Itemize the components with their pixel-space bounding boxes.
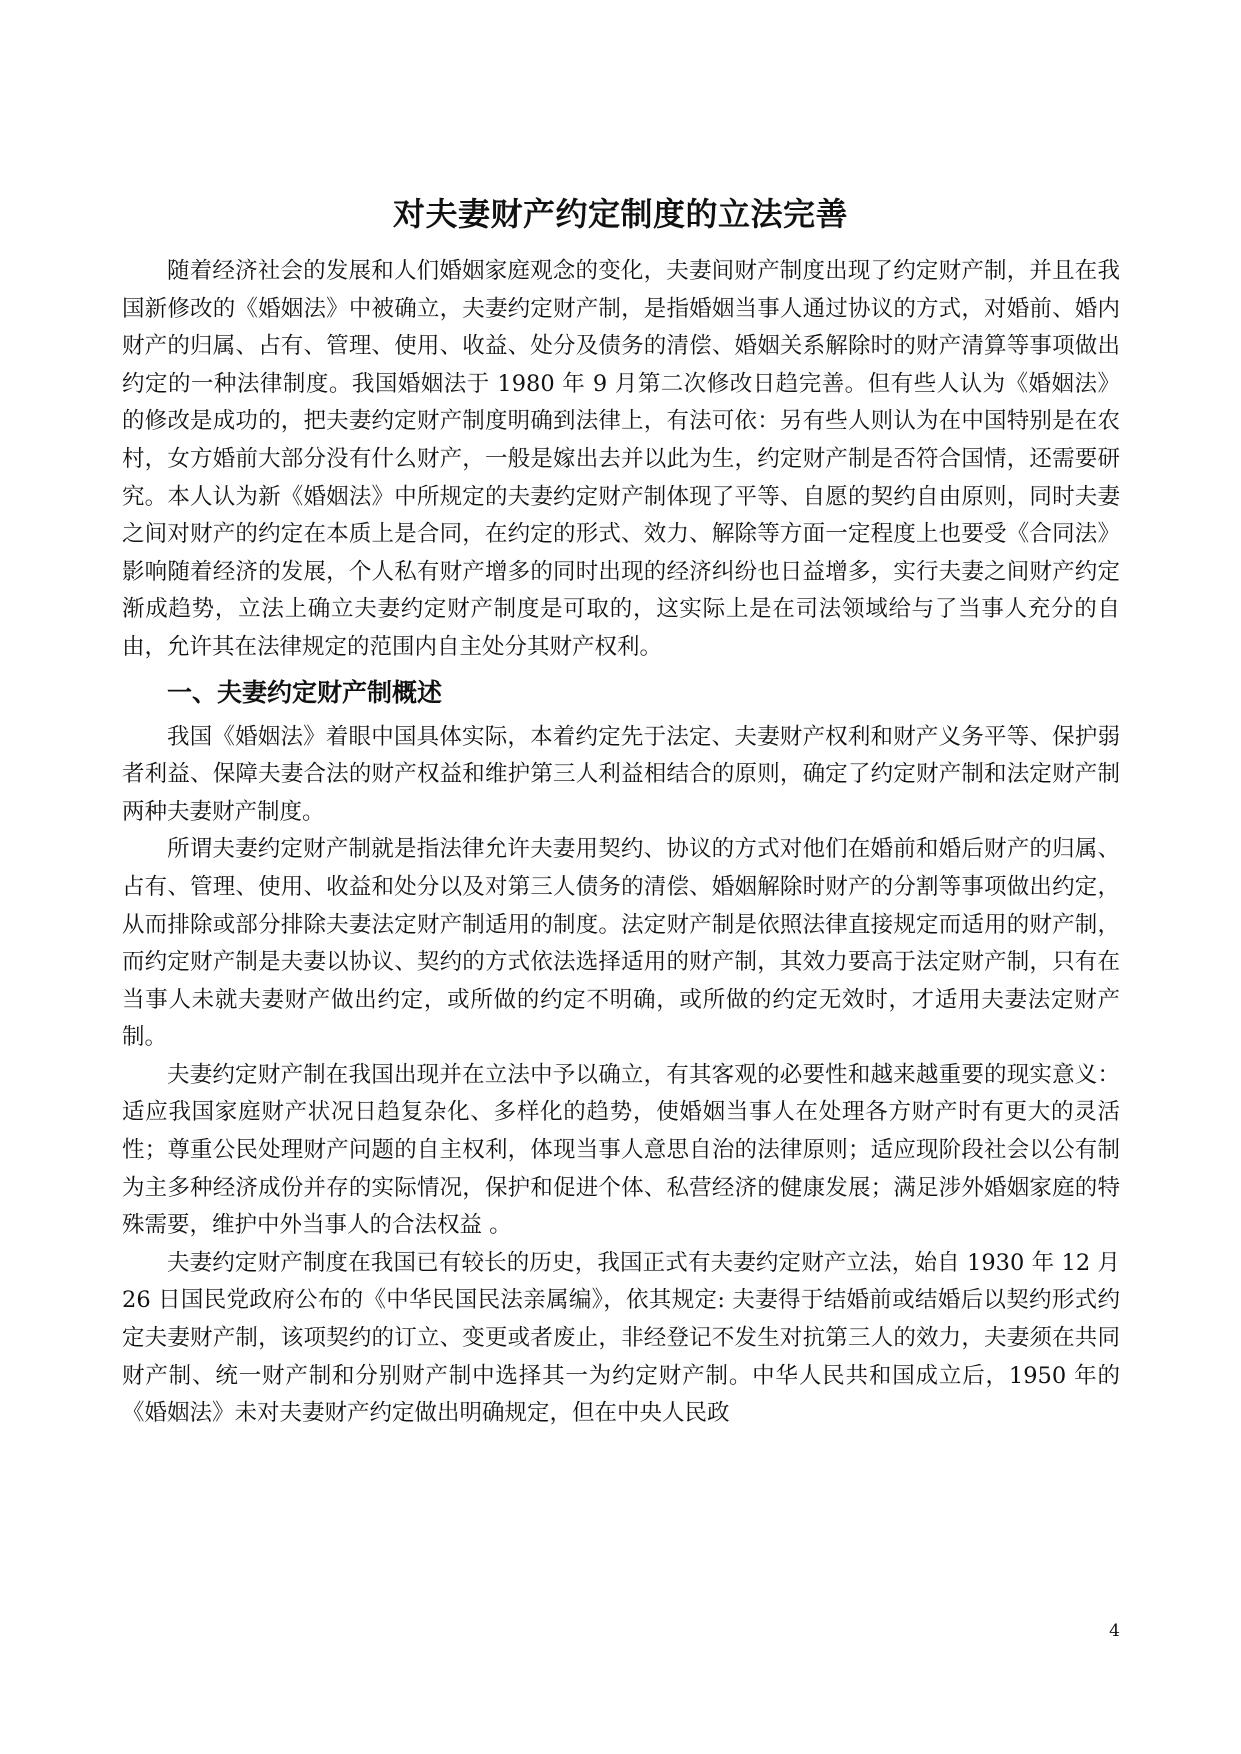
body-paragraph: 夫妻约定财产制度在我国已有较长的历史，我国正式有夫妻约定财产立法，始自 1930 年 12 月 26 日国民党政府公布的《中华民国民法亲属编》，依其规定: 夫妻得于结婚前或结婚后以契约形式约定夫妻财产制，该项契约的订立、变更或者废止，非经登记不发生对抗第三人的效力，夫妻须在共同财产制、统一财产制和分别财产制中选择其一为约定财产制。中华人民共和国成立后，1950 年的《婚姻法》未对夫妻财产约定做出明确规定，但在中央人民政 xyxy=(122,1249,1120,1427)
page-number: 4 xyxy=(1109,1621,1120,1641)
body-paragraph: 所谓夫妻约定财产制就是指法律允许夫妻用契约、协议的方式对他们在婚前和婚后财产的归属、占有、管理、使用、收益和处分以及对第三人债务的清偿、婚姻解除时财产的分割等事项做出约定，从而排除或部分排除夫妻法定财产制适用的制度。法定财产制是依照法律直接规定而适用的财产制，而约定财产制是夫妻以协议、契约的方式依法选择适用的财产制，其效力要高于法定财产制，只有在当事人未就夫妻财产做出约定，或所做的约定不明确，或所做的约定无效时，才适用夫妻法定财产制。 xyxy=(122,836,1120,1051)
document-title: 对夫妻财产约定制度的立法完善 xyxy=(392,195,848,233)
body-paragraph: 我国《婚姻法》着眼中国具体实际，本着约定先于法定、夫妻财产权利和财产义务平等、保护弱者利益、保障夫妻合法的财产权益和维护第三人利益相结合的原则，确定了约定财产制和法定财产制两种夫妻财产制度。 xyxy=(122,723,1120,825)
section-heading: 一、夫妻约定财产制概述 xyxy=(167,677,443,707)
document-body xyxy=(122,253,1120,1433)
body-paragraph: 随着经济社会的发展和人们婚姻家庭观念的变化，夫妻间财产制度出现了约定财产制，并且在我国新修改的《婚姻法》中被确立，夫妻约定财产制，是指婚姻当事人通过协议的方式，对婚前、婚内财产的归属、占有、管理、使用、收益、处分及债务的清偿、婚姻关系解除时的财产清算等事项做出约定的一种法律制度。我国婚姻法于 1980 年 9 月第二次修改日趋完善。但有些人认为《婚姻法》的修改是成功的，把夫妻约定财产制度明确到法律上，有法可依：另有些人则认为在中国特别是在农村，女方婚前大部分没有什么财产，一般是嫁出去并以此为生，约定财产制是否符合国情，还需要研究。本人认为新《婚姻法》中所规定的夫妻约定财产制体现了平等、自愿的契约自由原则，同时夫妻之间对财产的约定在本质上是合同，在约定的形式、效力、解除等方面一定程度上也要受《合同法》影响随着经济的发展，个人私有财产增多的同时出现的经济纠纷也日益增多，实行夫妻之间财产约定渐成趋势，立法上确立夫妻约定财产制度是可取的，这实际上是在司法领域给与了当事人充分的自由，允许其在法律规定的范围内自主处分其财产权利。 xyxy=(122,258,1120,660)
body-paragraph: 夫妻约定财产制在我国出现并在立法中予以确立，有其客观的必要性和越来越重要的现实意义：适应我国家庭财产状况日趋复杂化、多样化的趋势，使婚姻当事人在处理各方财产时有更大的灵活性；尊重公民处理财产问题的自主权利，体现当事人意思自治的法律原则；适应现阶段社会以公有制为主多种经济成份并存的实际情况，保护和促进个体、私营经济的健康发展；满足涉外婚姻家庭的特殊需要，维护中外当事人的合法权益 。 xyxy=(122,1061,1120,1239)
